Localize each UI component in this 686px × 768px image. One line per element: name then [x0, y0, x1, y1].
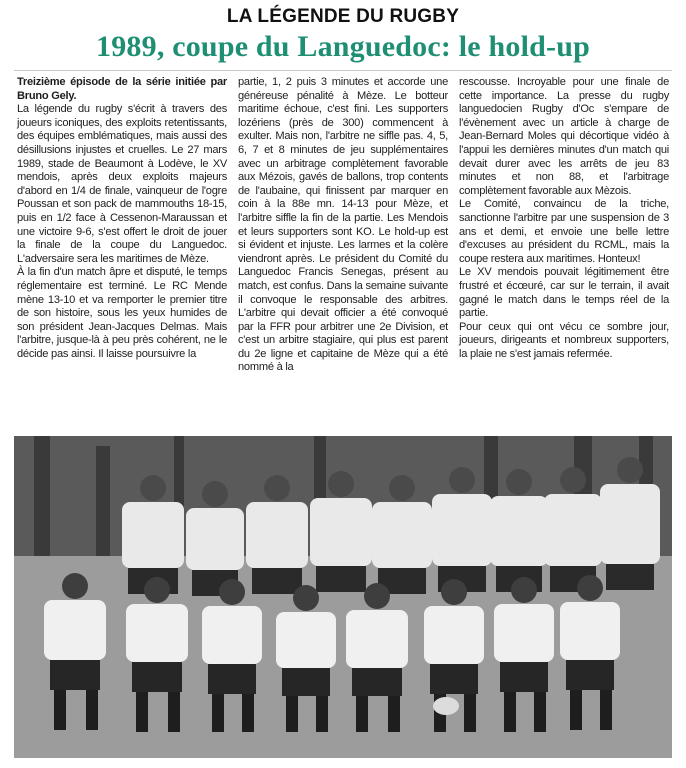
paragraph: Le Comité, convaincu de la triche, sanctionne l'arbitre par une suspension de 3 ans et demi, et envoie une belle lettre d'excuses au président du RCML, mais la coupe restera aux maritimes. Honteux! [459, 198, 669, 265]
paragraph: Pour ceux qui ont vécu ce sombre jour, joueurs, dirigeants et nombreux supporters, la plaie ne s'est jamais refermée. [459, 320, 669, 360]
section-kicker: LA LÉGENDE DU RUGBY [226, 6, 460, 27]
paragraph: À la fin d'un match âpre et disputé, le temps réglementaire est terminé. Le RC Mende mène 13-10 et va remporter le premier titre de son histoire, sous les yeux humides de son président Jean-Jacques Delmas. Mais l'arbitre, jusque-là à peu près cohérent, ne le décide pas ainsi. Il laisse poursuivre la [17, 266, 227, 360]
article-headline: 1989, coupe du Languedoc: le hold-up [96, 30, 590, 63]
column-1 [17, 76, 227, 432]
article-lead: Treizième épisode de la série initiée par Bruno Gely. [17, 76, 227, 102]
team-photo-illustration [14, 436, 672, 758]
team-photo [14, 436, 672, 758]
column-2 [238, 76, 448, 432]
article-body [17, 76, 669, 432]
paragraph: rescousse. Incroyable pour une finale de cette importance. La presse du rugby languedocien Rugby d'Oc s'empare de l'évènement avec un article à charge de Jean-Bernard Moles qui décortique vidéo à l'appui les dernières minutes d'un match qui devait durer avec les arrêts de jeu 83 minutes et non 88, et l'arbitrage complètement favorable aux Mèzois. [459, 76, 669, 197]
paragraph: partie, 1, 2 puis 3 minutes et accorde une généreuse pénalité à Mèze. Le botteur maritime échoue, c'est fini. Les supporters lozériens (près de 300) commencent à exulter. Mais non, l'arbitre ne siffle pas. 4, 5, 6, 7 et 8 minutes de jeu supplémentaires avec un arbitrage complètement favorable aux Mézois, gavés de ballons, trop contents de l'aubaine, qui finissent par marquer en coin à la 88e mn. 14-13 pour Mèze, et l'arbitre siffle la fin de la partie. Les Mendois et leurs supporters sont KO. Le hold-up est si évident et injuste. Les larmes et la colère viendront après. Le président du Comité du Languedoc Francis Senegas, présent au match, est confus. Dans la semaine suivante il convoque le responsable des arbitres. L'arbitre qui devait officier a été convoqué par la FFR pour arbitrer une 2e Division, et c'est un arbitre stagiaire, qui plus est parent du 2e ligne et capitaine de Mèze qui a été nommé à la [238, 76, 448, 374]
rugby-ball [433, 697, 459, 715]
column-3 [459, 76, 669, 432]
header-divider [14, 70, 672, 71]
paragraph: Le XV mendois pouvait légitimement être frustré et écœuré, car sur le terrain, il avait gagné le match dans le temps réel de la partie. [459, 266, 669, 320]
paragraph: La légende du rugby s'écrit à travers des joueurs iconiques, des exploits retentissants, des équipes emblématiques, mais aussi des désillusions injustes et cruelles. Le 27 mars 1989, stade de Beaumont à Lodève, le XV mendois, après deux exploits majeurs d'abord en 1/4 de finale, vainqueur de l'ogre Poussan et son pack de mammouths 18-15, puis en 1/2 face à Cessenon-Maraussan et une victoire 9-6, s'est offert le droit de jouer la finale de la coupe du Languedoc. L'adversaire sera les maritimes de Mèze. [17, 103, 227, 265]
